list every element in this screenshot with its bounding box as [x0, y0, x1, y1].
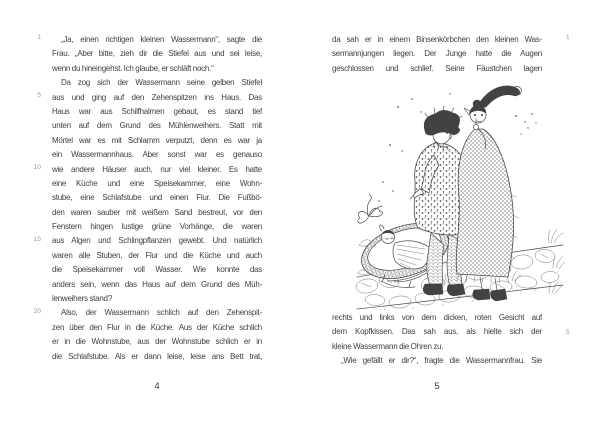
- line-number: 10: [33, 163, 41, 171]
- text-line: „Ja, einen richtigen kleinen Wassermann“, sagte die: [61, 35, 262, 44]
- wassermann-mother: [456, 86, 521, 301]
- text-line: zen über den Flur in die Küche. Aus der Küche schlich: [52, 322, 262, 332]
- text-line: unten auf dem Grund des Mühlenweihers. Statt mit: [52, 121, 262, 131]
- mother-head: [464, 86, 521, 123]
- text-line: dem Kopfkissen. Das sah aus, als hielte sich der: [332, 327, 542, 337]
- text-line: ein Wassermannhaus. Aber sonst war es genauso: [52, 150, 262, 160]
- text-line: er in die Wohnstube, aus der Wohnstube schlich er in: [52, 337, 262, 347]
- father-head: [424, 106, 462, 150]
- text-line: eine Küche und eine Speisekammer, eine Wohn-: [52, 178, 262, 188]
- text-line: aus Algen und Schlingpflanzen gewebt. Und natürlich: [52, 236, 262, 246]
- father-right-boot: [447, 284, 465, 296]
- text-line: „Wie gefällt er dir?“, fragte die Wassermannfrau. Sie: [341, 356, 542, 366]
- text-line: die Speisekammer voll Wasser. Wie konnte das: [52, 265, 262, 275]
- text-line: geschlossen und schlief. Seine Fäustchen lagen: [332, 63, 542, 73]
- right-margin-line-numbers-top: [566, 34, 580, 64]
- right-page-number: 5: [434, 381, 440, 392]
- text-line: rechts und links von dem dicken, roten Gesicht auf: [332, 313, 542, 322]
- illustration-svg: [355, 85, 565, 311]
- line-number: 1: [566, 34, 570, 41]
- left-page-number: 4: [154, 381, 160, 392]
- text-line: Frau. „Aber bitte, zieh dir die Stiefel aus und sei leise,: [52, 49, 262, 59]
- text-line: waren alle Stuben, der Flur und die Küche und auch: [52, 250, 262, 260]
- text-line: anders sein, wenn das Haus auf dem Grund des Müh-: [52, 279, 262, 289]
- line-number: 15: [33, 235, 41, 243]
- right-margin-line-numbers-bottom: [566, 315, 580, 375]
- text-line: da sah er in einem Binsenkörbchen den kleinen Was-: [332, 35, 542, 44]
- line-number: 1: [37, 34, 41, 41]
- text-line: Haus war aus Schilfhalmen gebaut, es stand tief: [52, 106, 262, 116]
- text-line: sermannjungen liegen. Der Junge hatte die Augen: [332, 49, 542, 59]
- text-line: den waren sauber mit weißem Sand bestreut, vor den: [52, 207, 262, 217]
- line-number: 20: [33, 307, 41, 315]
- father-left-boot: [423, 284, 443, 295]
- mother-right-boot: [491, 289, 507, 301]
- text-line: Fenstern hingen lustige grüne Vorhänge, die waren: [52, 222, 262, 232]
- text-line: stube, eine Schlafstube und einen Flur. Die Fußbö-: [52, 193, 262, 203]
- ribbon-bow: [358, 194, 383, 223]
- text-line: lenweihers stand?: [52, 294, 112, 304]
- mother-left-boot: [473, 289, 490, 300]
- text-line: Also, der Wassermann schlich auf den Zehenspit-: [61, 308, 262, 318]
- text-line: aus und ging auf den Zehenspitzen ins Haus. Das: [52, 92, 262, 102]
- text-line: wie andere Häuser auch, nur viel kleiner. Es hatte: [52, 164, 262, 174]
- left-margin-line-numbers: [27, 34, 41, 354]
- text-line: die Schlafstube. Als er dann leise, leise ans Bett trat,: [52, 351, 262, 361]
- text-line: kleine Wassermann die Ohren zu.: [332, 341, 444, 351]
- grass-tufts-right: [512, 229, 565, 294]
- right-page-text-bottom: [332, 311, 542, 369]
- line-number: 5: [566, 329, 570, 337]
- text-line: wenn du hineingehst. Ich glaube, er schläft noch.“: [52, 63, 214, 73]
- illustration: [355, 85, 565, 311]
- line-number: 5: [37, 91, 41, 99]
- right-page-text-top: [332, 33, 542, 76]
- left-page-text: [52, 33, 262, 364]
- text-line: Da zog sich der Wassermann seine gelben Stiefel: [61, 78, 262, 88]
- text-line: Mörtel war es mit Schlamm verputzt, denn es war ja: [52, 135, 262, 145]
